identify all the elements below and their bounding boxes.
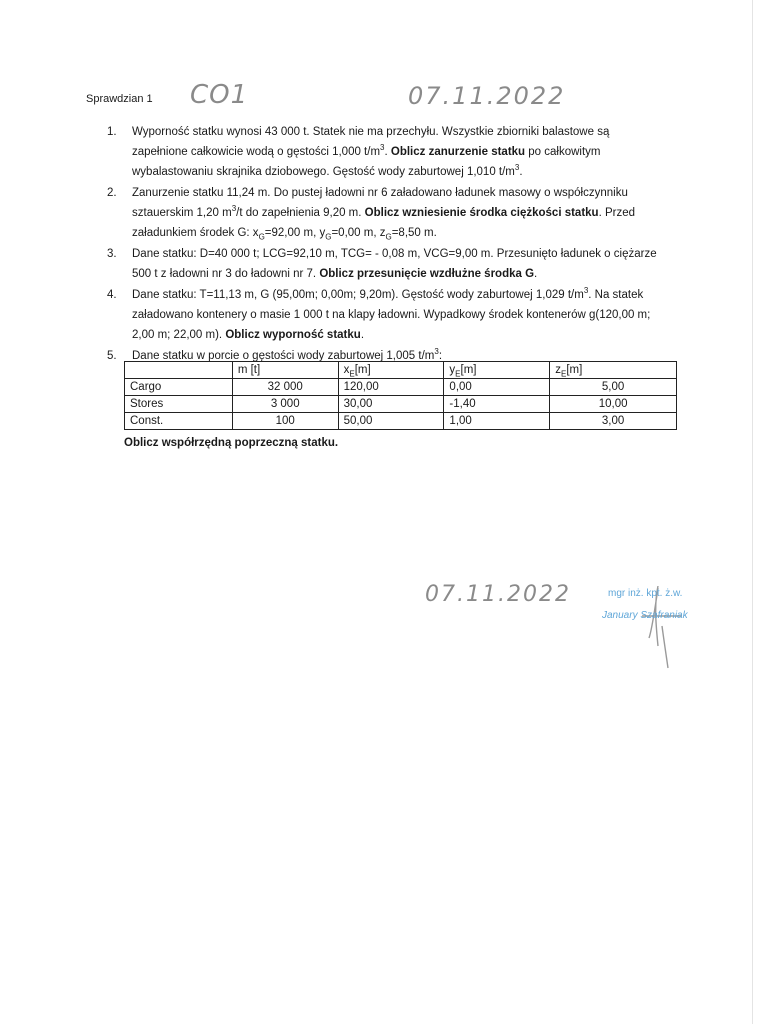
cell-z: 10,00 — [550, 396, 677, 413]
superscript: 3 — [434, 347, 439, 357]
header-cell-y: $y_E[m]$ — [444, 362, 550, 379]
signature-stamp — [598, 586, 728, 666]
row-label: Cargo — [125, 379, 233, 396]
table-row — [125, 413, 677, 430]
task-text: . Na statek załadowano kontenery o masie 1 000 t na klapy ładowni. Wypadkowy środek kontenerów g(120,00 m; 2,00 m; 22,00 m). — [132, 289, 651, 341]
signature-name: January Szafraniak — [602, 610, 688, 621]
subscript: G — [385, 232, 392, 242]
task-text: . Przed załadunkiem środek G: x — [132, 207, 636, 239]
task-text: : — [438, 350, 443, 362]
cell-mass: 3 000 — [232, 396, 338, 413]
cell-x: 30,00 — [338, 396, 444, 413]
task-text: . — [534, 268, 538, 280]
superscript: 3 — [583, 286, 589, 296]
closing-instruction: Oblicz współrzędną poprzeczną statku. — [124, 437, 339, 449]
header-cell-z: $z_E[m]$ — [550, 362, 677, 379]
task-text: Dane statku: T=11,13 m, G (95,00m; 0,00m; 9,20m). Gęstość wody zaburtowej 1,029 t/m — [132, 289, 584, 301]
task-instruction: Oblicz przesunięcie wzdłużne środka G — [319, 268, 535, 280]
cell-x: 120,00 — [338, 379, 444, 396]
header-cell-empty — [125, 362, 233, 379]
task-1 — [107, 122, 662, 182]
cell-x: 50,00 — [338, 413, 444, 430]
table-row — [125, 379, 677, 396]
task-text: . — [360, 329, 365, 341]
task-instruction: Oblicz wyporność statku — [225, 329, 361, 341]
task-text: Dane statku: D=40 000 t; LCG=92,10 m, TCG= - 0,08 m, VCG=9,00 m. Przesunięto ładunek o ciężarze 500 t z ładowni nr 3 do ładowni nr 7. — [132, 248, 657, 280]
task-list — [107, 122, 662, 367]
document-header — [86, 80, 606, 120]
task-instruction: Oblicz wzniesienie środka ciężkości statku — [364, 207, 599, 219]
superscript: 3 — [231, 204, 237, 214]
task-number: 1. — [107, 126, 117, 138]
cell-z: 3,00 — [550, 413, 677, 430]
task-2 — [107, 183, 662, 243]
superscript: 3 — [514, 163, 520, 173]
task-number: 5. — [107, 350, 117, 362]
handwritten-date: 07.11.2022 — [408, 82, 566, 110]
page-edge — [752, 0, 753, 1024]
subscript: G — [325, 232, 332, 242]
task-3 — [107, 244, 662, 284]
cell-y: 0,00 — [444, 379, 550, 396]
task-text: =0,00 m, z — [331, 227, 386, 239]
cell-mass: 100 — [232, 413, 338, 430]
table-row — [125, 396, 677, 413]
task-4 — [107, 285, 662, 345]
task-instruction: Oblicz zanurzenie statku — [390, 146, 526, 158]
cell-z: 5,00 — [550, 379, 677, 396]
task-text: Zanurzenie statku 11,24 m. Do pustej ładowni nr 6 załadowano ładunek masowy o współczynniku sztauerskim 1,20 m — [132, 187, 628, 219]
header-cell-x: $x_E[m]$ — [338, 362, 444, 379]
test-title: Sprawdzian 1 — [86, 93, 153, 105]
handwritten-footer-date: 07.11.2022 — [425, 582, 571, 607]
superscript: 3 — [380, 143, 385, 153]
table-header-row — [125, 362, 677, 379]
header-cell-mass: m [t] — [232, 362, 338, 379]
task-text: . — [384, 146, 391, 158]
subscript: G — [258, 232, 265, 242]
task-text: /t do zapełnienia 9,20 m. — [236, 207, 365, 219]
task-text: Wyporność statku wynosi 43 000 t. Statek nie ma przechyłu. Wszystkie zbiorniki balastowe są zapełnione całkowicie wodą o gęstości 1,000 t/m — [132, 126, 610, 158]
row-label: Const. — [125, 413, 233, 430]
cell-y: -1,40 — [444, 396, 550, 413]
task-number: 4. — [107, 289, 117, 301]
task-number: 2. — [107, 187, 117, 199]
ship-data-table — [124, 361, 677, 430]
row-label: Stores — [125, 396, 233, 413]
task-text: . — [519, 166, 523, 178]
task-text: po całkowitym wybalastowaniu skrajnika dziobowego. Gęstość wody zaburtowej 1,010 t/m — [132, 146, 601, 178]
cell-y: 1,00 — [444, 413, 550, 430]
task-text: =92,00 m, y — [264, 227, 326, 239]
cell-mass: 32 000 — [232, 379, 338, 396]
task-text: Dane statku w porcie o gęstości wody zaburtowej 1,005 t/m — [132, 350, 435, 362]
task-number: 3. — [107, 248, 117, 260]
handwritten-code: CO1 — [190, 80, 249, 110]
task-text: =8,50 m. — [391, 227, 437, 239]
signature-title: mgr inż. kpt. ż.w. — [608, 588, 683, 599]
